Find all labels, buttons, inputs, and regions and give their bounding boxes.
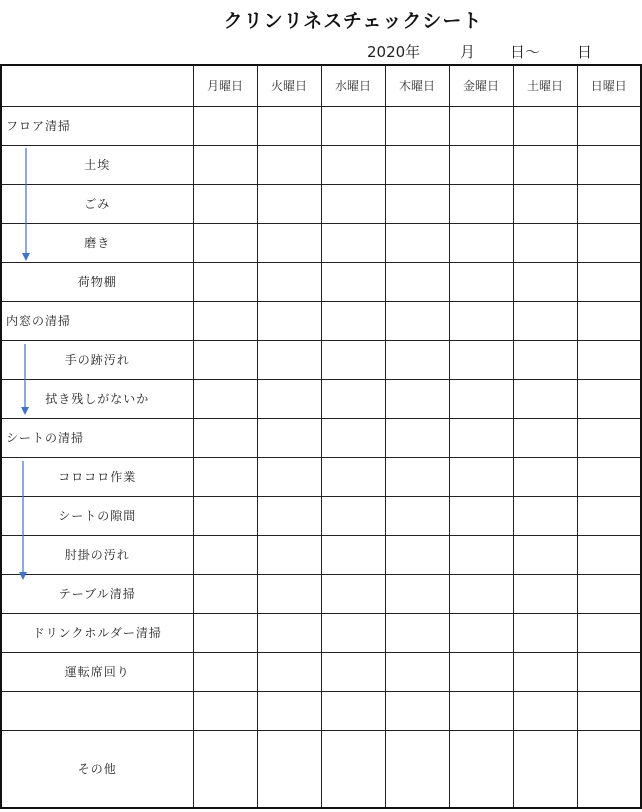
check-cell[interactable]: [257, 457, 321, 496]
item-label: 拭き残しがないか: [1, 379, 193, 418]
item-label: 土埃: [1, 145, 193, 184]
check-cell[interactable]: [385, 574, 449, 613]
check-cell[interactable]: [449, 496, 513, 535]
day-from-field[interactable]: 日〜: [510, 43, 541, 61]
check-cell[interactable]: [385, 223, 449, 262]
check-cell[interactable]: [385, 262, 449, 301]
check-cell[interactable]: [257, 301, 321, 340]
check-cell[interactable]: [385, 184, 449, 223]
check-cell[interactable]: [321, 184, 385, 223]
check-cell[interactable]: [321, 301, 385, 340]
item-label: フロア清掃: [1, 106, 193, 145]
check-cell[interactable]: [385, 613, 449, 652]
check-cell[interactable]: [257, 340, 321, 379]
check-cell[interactable]: [257, 691, 321, 730]
day-header-thursday: 木曜日: [385, 65, 449, 106]
check-cell[interactable]: [577, 730, 641, 808]
check-cell[interactable]: [577, 574, 641, 613]
check-cell[interactable]: [449, 730, 513, 808]
table-row: [1, 145, 641, 184]
table-row: [1, 691, 641, 730]
check-cell[interactable]: [577, 106, 641, 145]
item-label: 内窓の清掃: [1, 301, 193, 340]
check-cell[interactable]: [449, 301, 513, 340]
check-cell[interactable]: [193, 613, 257, 652]
check-cell[interactable]: [385, 496, 449, 535]
table-row: [1, 301, 641, 340]
year-field[interactable]: 2020年: [367, 43, 421, 61]
check-cell[interactable]: [513, 613, 577, 652]
check-cell[interactable]: [449, 574, 513, 613]
table-row: [1, 496, 641, 535]
day-header-sunday: 日曜日: [577, 65, 641, 106]
item-label: テーブル清掃: [1, 574, 193, 613]
item-label: 手の跡汚れ: [1, 340, 193, 379]
sheet-title: クリンリネスチェックシート: [223, 10, 483, 32]
table-row: [1, 418, 641, 457]
check-cell[interactable]: [193, 730, 257, 808]
header-row: [1, 65, 641, 106]
check-cell[interactable]: [513, 340, 577, 379]
check-cell[interactable]: [449, 418, 513, 457]
check-cell[interactable]: [321, 418, 385, 457]
check-cell[interactable]: [193, 145, 257, 184]
check-cell[interactable]: [385, 535, 449, 574]
item-label: 荷物棚: [1, 262, 193, 301]
check-cell[interactable]: [385, 730, 449, 808]
check-cell[interactable]: [449, 262, 513, 301]
check-cell[interactable]: [193, 262, 257, 301]
table-row: [1, 652, 641, 691]
check-cell[interactable]: [385, 340, 449, 379]
check-cell[interactable]: [193, 535, 257, 574]
check-cell[interactable]: [321, 457, 385, 496]
check-cell[interactable]: [321, 223, 385, 262]
check-cell[interactable]: [385, 106, 449, 145]
check-cell[interactable]: [321, 730, 385, 808]
check-cell[interactable]: [321, 340, 385, 379]
check-cell[interactable]: [577, 496, 641, 535]
check-cell[interactable]: [257, 574, 321, 613]
table-row: [1, 184, 641, 223]
check-cell[interactable]: [577, 340, 641, 379]
check-cell[interactable]: [321, 379, 385, 418]
check-cell[interactable]: [513, 379, 577, 418]
check-cell[interactable]: [577, 223, 641, 262]
check-cell[interactable]: [321, 262, 385, 301]
check-cell[interactable]: [513, 535, 577, 574]
check-cell[interactable]: [321, 106, 385, 145]
item-label: 運転席回り: [1, 652, 193, 691]
table-row: [1, 535, 641, 574]
check-cell[interactable]: [577, 145, 641, 184]
item-label: シートの清掃: [1, 418, 193, 457]
check-cell[interactable]: [257, 262, 321, 301]
check-cell[interactable]: [449, 535, 513, 574]
day-header-friday: 金曜日: [449, 65, 513, 106]
table-row: [1, 730, 641, 808]
table-row: [1, 574, 641, 613]
check-cell[interactable]: [577, 691, 641, 730]
table-row: [1, 457, 641, 496]
check-cell[interactable]: [193, 184, 257, 223]
check-cell[interactable]: [193, 418, 257, 457]
day-header-monday: 月曜日: [193, 65, 257, 106]
check-cell[interactable]: [257, 145, 321, 184]
check-cell[interactable]: [449, 340, 513, 379]
check-cell[interactable]: [513, 457, 577, 496]
check-cell[interactable]: [449, 457, 513, 496]
check-cell[interactable]: [193, 691, 257, 730]
check-cell[interactable]: [513, 145, 577, 184]
check-cell[interactable]: [321, 652, 385, 691]
check-cell[interactable]: [321, 691, 385, 730]
check-cell[interactable]: [193, 379, 257, 418]
check-cell[interactable]: [449, 613, 513, 652]
check-cell[interactable]: [193, 496, 257, 535]
table-row: [1, 379, 641, 418]
check-cell[interactable]: [513, 691, 577, 730]
header-corner-cell: [1, 65, 193, 106]
check-cell[interactable]: [257, 223, 321, 262]
check-cell[interactable]: [385, 145, 449, 184]
check-cell[interactable]: [513, 301, 577, 340]
check-cell[interactable]: [577, 262, 641, 301]
check-cell[interactable]: [513, 223, 577, 262]
check-cell[interactable]: [193, 652, 257, 691]
check-cell[interactable]: [577, 652, 641, 691]
day-header-wednesday: 水曜日: [321, 65, 385, 106]
check-cell[interactable]: [577, 418, 641, 457]
check-cell[interactable]: [385, 691, 449, 730]
check-cell[interactable]: [257, 379, 321, 418]
check-cell[interactable]: [257, 184, 321, 223]
check-cell[interactable]: [257, 652, 321, 691]
check-cell[interactable]: [513, 106, 577, 145]
check-cell[interactable]: [321, 613, 385, 652]
check-cell[interactable]: [513, 418, 577, 457]
check-cell[interactable]: [449, 145, 513, 184]
check-cell[interactable]: [513, 652, 577, 691]
item-label: 磨き: [1, 223, 193, 262]
item-label: ごみ: [1, 184, 193, 223]
check-cell[interactable]: [449, 691, 513, 730]
check-cell[interactable]: [513, 730, 577, 808]
check-cell[interactable]: [193, 301, 257, 340]
check-cell[interactable]: [321, 535, 385, 574]
item-label: その他: [1, 730, 193, 808]
check-cell[interactable]: [577, 379, 641, 418]
check-cell[interactable]: [513, 496, 577, 535]
day-to-field[interactable]: 日: [577, 43, 593, 61]
check-cell[interactable]: [193, 106, 257, 145]
item-label: 肘掛の汚れ: [1, 535, 193, 574]
check-cell[interactable]: [513, 574, 577, 613]
check-cell[interactable]: [577, 613, 641, 652]
check-table: [0, 64, 642, 809]
check-cell[interactable]: [385, 457, 449, 496]
check-cell[interactable]: [193, 574, 257, 613]
day-header-saturday: 土曜日: [513, 65, 577, 106]
item-label: シートの隙間: [1, 496, 193, 535]
check-cell[interactable]: [257, 418, 321, 457]
check-cell[interactable]: [449, 652, 513, 691]
check-cell[interactable]: [257, 535, 321, 574]
table-row: [1, 106, 641, 145]
check-rows: [1, 106, 641, 808]
table-row: [1, 223, 641, 262]
table-row: [1, 340, 641, 379]
check-cell[interactable]: [577, 301, 641, 340]
check-cell[interactable]: [385, 652, 449, 691]
check-cell[interactable]: [513, 262, 577, 301]
check-cell[interactable]: [257, 106, 321, 145]
check-cell[interactable]: [321, 496, 385, 535]
check-cell[interactable]: [449, 106, 513, 145]
check-cell[interactable]: [321, 574, 385, 613]
check-cell[interactable]: [385, 379, 449, 418]
item-label: ドリンクホルダー清掃: [1, 613, 193, 652]
check-cell[interactable]: [257, 496, 321, 535]
table-row: [1, 613, 641, 652]
check-cell[interactable]: [577, 184, 641, 223]
check-cell[interactable]: [449, 379, 513, 418]
check-cell[interactable]: [385, 301, 449, 340]
check-cell[interactable]: [513, 184, 577, 223]
check-cell[interactable]: [257, 613, 321, 652]
check-cell[interactable]: [193, 457, 257, 496]
check-cell[interactable]: [449, 223, 513, 262]
check-cell[interactable]: [193, 340, 257, 379]
check-cell[interactable]: [193, 223, 257, 262]
check-cell[interactable]: [449, 184, 513, 223]
check-cell[interactable]: [385, 418, 449, 457]
item-label: [1, 691, 193, 730]
item-label: コロコロ作業: [1, 457, 193, 496]
check-cell[interactable]: [321, 145, 385, 184]
table-row: [1, 262, 641, 301]
check-cell[interactable]: [577, 535, 641, 574]
day-header-tuesday: 火曜日: [257, 65, 321, 106]
check-cell[interactable]: [577, 457, 641, 496]
month-field[interactable]: 月: [460, 43, 476, 61]
check-cell[interactable]: [257, 730, 321, 808]
